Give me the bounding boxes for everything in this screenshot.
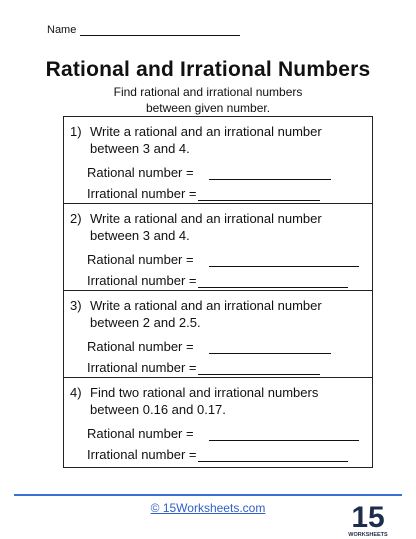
rational-label: Rational number =	[87, 426, 194, 441]
irrational-label: Irrational number =	[87, 447, 197, 462]
name-field[interactable]	[80, 25, 240, 36]
rational-label: Rational number =	[87, 165, 194, 180]
rational-answer-row	[87, 252, 359, 267]
divider	[64, 290, 372, 291]
worksheets-logo	[348, 499, 388, 539]
question-number: 4)	[70, 385, 82, 400]
irrational-answer-row	[87, 273, 348, 288]
logo-subtext: WORKSHEETS	[348, 532, 388, 538]
question-text-cont: between 3 and 4.	[90, 228, 190, 243]
footer-divider	[14, 494, 402, 496]
irrational-label: Irrational number =	[87, 273, 197, 288]
rational-blank[interactable]	[209, 340, 331, 354]
question-number: 1)	[70, 124, 82, 139]
questions-box	[63, 116, 373, 468]
irrational-blank[interactable]	[198, 361, 320, 375]
irrational-answer-row	[87, 186, 320, 201]
question-number: 3)	[70, 298, 82, 313]
name-row	[47, 24, 240, 36]
rational-answer-row	[87, 339, 331, 354]
rational-blank[interactable]	[209, 427, 359, 441]
rational-blank[interactable]	[209, 166, 331, 180]
question-text-cont: between 3 and 4.	[90, 141, 190, 156]
irrational-label: Irrational number =	[87, 186, 197, 201]
question-text: Write a rational and an irrational number	[90, 124, 322, 139]
irrational-blank[interactable]	[198, 274, 348, 288]
question-text-cont: between 2 and 2.5.	[90, 315, 201, 330]
rational-label: Rational number =	[87, 252, 194, 267]
question-text: Find two rational and irrational numbers	[90, 385, 319, 400]
rational-label: Rational number =	[87, 339, 194, 354]
question-text: Write a rational and an irrational number	[90, 298, 322, 313]
question-number: 2)	[70, 211, 82, 226]
question-text: Write a rational and an irrational number	[90, 211, 322, 226]
irrational-answer-row	[87, 447, 348, 462]
irrational-answer-row	[87, 360, 320, 375]
instructions	[0, 84, 416, 116]
divider	[64, 203, 372, 204]
irrational-label: Irrational number =	[87, 360, 197, 375]
divider	[64, 377, 372, 378]
question-text-cont: between 0.16 and 0.17.	[90, 402, 226, 417]
copyright-link[interactable]: © 15Worksheets.com	[150, 501, 266, 515]
rational-answer-row	[87, 165, 331, 180]
page-title: Rational and Irrational Numbers	[45, 58, 371, 81]
instructions-line-1: Find rational and irrational numbers	[113, 85, 303, 99]
irrational-blank[interactable]	[198, 448, 348, 462]
instructions-line-2: between given number.	[145, 101, 271, 115]
rational-blank[interactable]	[209, 253, 359, 267]
irrational-blank[interactable]	[198, 187, 320, 201]
rational-answer-row	[87, 426, 359, 441]
logo-number: 15	[351, 501, 385, 534]
name-label: Name	[47, 24, 77, 36]
